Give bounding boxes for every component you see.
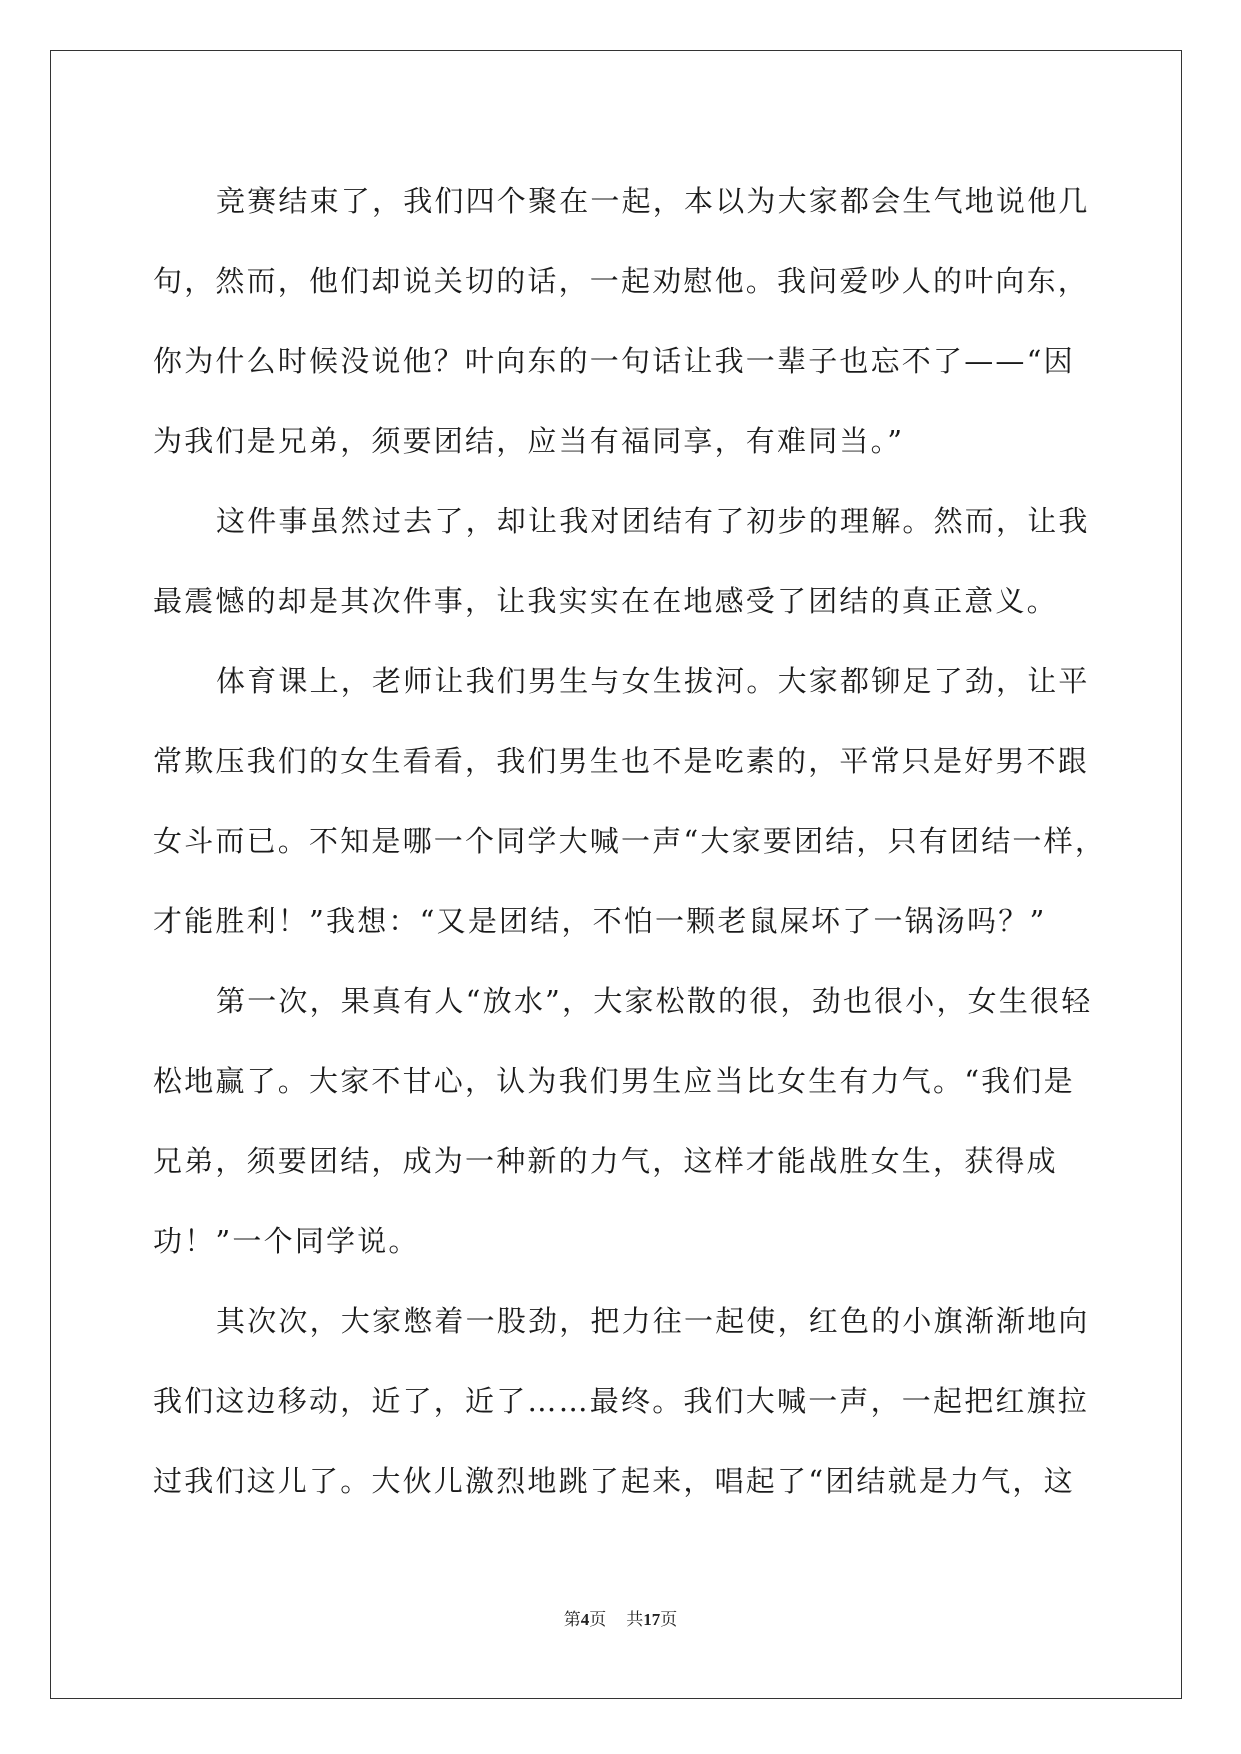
text-line: 竞赛结束了，我们四个聚在一起，本以为大家都会生气地说他几 xyxy=(216,184,1090,218)
page-number: 4 xyxy=(580,1610,590,1629)
text-line: 体育课上，老师让我们男生与女生拔河。大家都铆足了劲，让平 xyxy=(216,664,1090,698)
text-line: 我们这边移动，近了，近了……最终。我们大喊一声，一起把红旗拉 xyxy=(153,1384,1090,1418)
text-line: 为我们是兄弟，须要团结，应当有福同享，有难同当。” xyxy=(153,424,905,458)
total-pages: 17 xyxy=(643,1610,661,1629)
text-line: 其次次，大家憋着一股劲，把力往一起使，红色的小旗渐渐地向 xyxy=(216,1304,1090,1338)
text-line: 常欺压我们的女生看看，我们男生也不是吃素的，平常只是好男不跟 xyxy=(153,744,1090,778)
document-body xyxy=(153,161,1107,1521)
text-line: 句，然而，他们却说关切的话，一起劝慰他。我问爱吵人的叶向东， xyxy=(153,264,1090,298)
page-prefix: 第 xyxy=(563,1610,581,1630)
text-line: 第一次，果真有人“放水”，大家松散的很，劲也很小，女生很轻 xyxy=(216,984,1093,1018)
text-line: 才能胜利！”我想：“又是团结，不怕一颗老鼠屎坏了一锅汤吗？” xyxy=(153,904,1047,938)
text-line: 过我们这儿了。大伙儿激烈地跳了起来，唱起了“团结就是力气，这 xyxy=(153,1464,1075,1498)
text-line: 这件事虽然过去了，却让我对团结有了初步的理解。然而，让我 xyxy=(216,504,1090,538)
text-line: 女斗而已。不知是哪一个同学大喊一声“大家要团结，只有团结一样， xyxy=(153,824,1107,858)
page-suffix: 页 xyxy=(589,1610,607,1630)
text-line: 松地赢了。大家不甘心，认为我们男生应当比女生有力气。“我们是 xyxy=(153,1064,1075,1098)
text-line: 你为什么时候没说他？叶向东的一句话让我一辈子也忘不了——“因 xyxy=(153,344,1075,378)
page-footer xyxy=(0,1608,1241,1632)
total-prefix: 共 xyxy=(626,1610,644,1630)
text-line: 功！”一个同学说。 xyxy=(153,1224,420,1258)
total-suffix: 页 xyxy=(660,1610,678,1630)
text-line: 兄弟，须要团结，成为一种新的力气，这样才能战胜女生，获得成 xyxy=(153,1144,1058,1178)
text-line: 最震憾的却是其次件事，让我实实在在地感受了团结的真正意义。 xyxy=(153,584,1058,618)
